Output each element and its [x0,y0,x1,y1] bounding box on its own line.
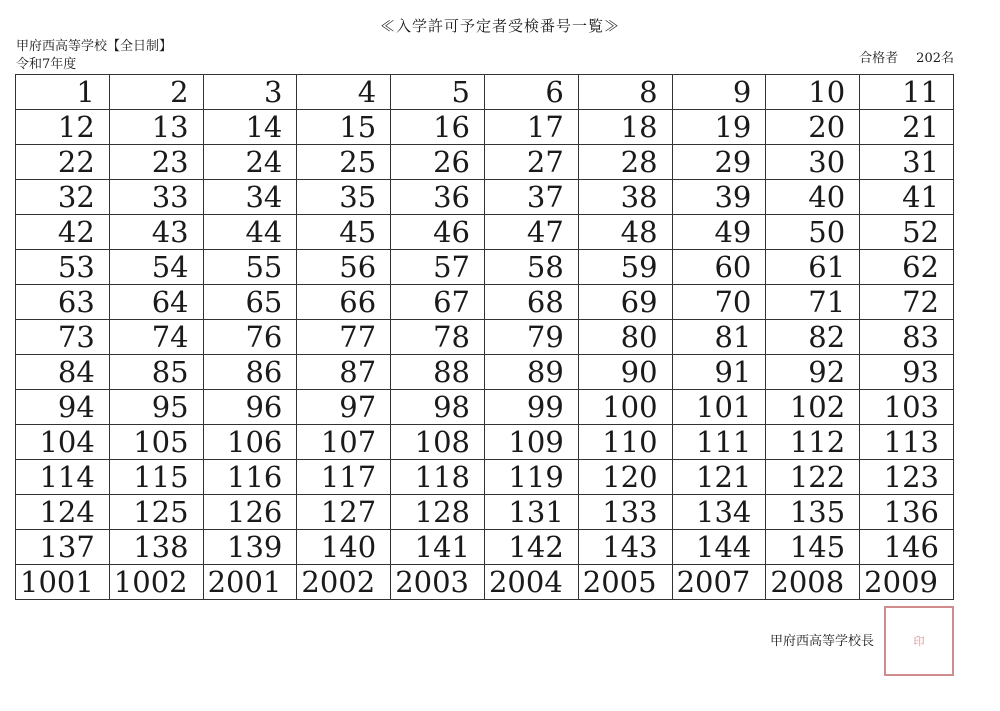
exam-number-cell: 32 [16,180,110,215]
exam-number-cell: 81 [672,320,766,355]
exam-number-cell: 33 [109,180,203,215]
exam-number-cell: 108 [391,425,485,460]
exam-number-cell: 42 [16,215,110,250]
exam-number-cell: 124 [16,495,110,530]
exam-number-table-body [16,75,954,600]
exam-number-cell: 140 [297,530,391,565]
exam-number-cell: 1 [16,75,110,110]
exam-number-cell: 65 [203,285,297,320]
exam-number-cell: 43 [109,215,203,250]
table-row [16,250,954,285]
exam-number-cell: 144 [672,530,766,565]
exam-number-cell: 104 [16,425,110,460]
exam-number-cell: 5 [391,75,485,110]
exam-number-cell: 116 [203,460,297,495]
exam-number-cell: 141 [391,530,485,565]
exam-number-table [15,74,954,600]
exam-number-cell: 41 [860,180,954,215]
exam-number-cell: 58 [484,250,578,285]
exam-number-cell: 77 [297,320,391,355]
exam-number-cell: 56 [297,250,391,285]
exam-number-cell: 10 [766,75,860,110]
exam-number-cell: 53 [16,250,110,285]
exam-number-cell: 2008 [766,565,860,600]
table-row [16,460,954,495]
principal-title: 甲府西高等学校長 [770,634,875,649]
exam-number-cell: 69 [578,285,672,320]
exam-number-cell: 100 [578,390,672,425]
exam-number-cell: 85 [109,355,203,390]
exam-number-cell: 105 [109,425,203,460]
exam-number-cell: 87 [297,355,391,390]
exam-number-cell: 139 [203,530,297,565]
exam-number-cell: 112 [766,425,860,460]
table-row [16,145,954,180]
passers-label: 合格者 [859,51,899,66]
exam-number-cell: 110 [578,425,672,460]
exam-number-cell: 115 [109,460,203,495]
exam-number-cell: 2003 [391,565,485,600]
exam-number-cell: 131 [484,495,578,530]
exam-number-cell: 49 [672,215,766,250]
exam-number-cell: 48 [578,215,672,250]
exam-number-cell: 67 [391,285,485,320]
exam-number-cell: 71 [766,285,860,320]
exam-number-cell: 119 [484,460,578,495]
exam-number-cell: 79 [484,320,578,355]
exam-number-cell: 19 [672,110,766,145]
exam-number-cell: 96 [203,390,297,425]
exam-number-cell: 99 [484,390,578,425]
exam-number-cell: 57 [391,250,485,285]
exam-number-cell: 54 [109,250,203,285]
table-row [16,495,954,530]
exam-number-cell: 92 [766,355,860,390]
exam-number-cell: 6 [484,75,578,110]
exam-number-cell: 45 [297,215,391,250]
exam-number-cell: 63 [16,285,110,320]
exam-number-cell: 136 [860,495,954,530]
exam-number-cell: 83 [860,320,954,355]
exam-number-cell: 22 [16,145,110,180]
exam-number-cell: 123 [860,460,954,495]
table-row [16,180,954,215]
exam-number-cell: 21 [860,110,954,145]
exam-number-cell: 34 [203,180,297,215]
exam-number-cell: 30 [766,145,860,180]
table-row [16,565,954,600]
exam-number-cell: 15 [297,110,391,145]
exam-number-cell: 61 [766,250,860,285]
exam-number-cell: 38 [578,180,672,215]
table-row [16,110,954,145]
exam-number-cell: 145 [766,530,860,565]
exam-number-cell: 13 [109,110,203,145]
exam-number-cell: 73 [16,320,110,355]
exam-number-cell: 18 [578,110,672,145]
table-row [16,285,954,320]
exam-number-cell: 68 [484,285,578,320]
exam-number-cell: 40 [766,180,860,215]
document-title: ≪入学許可予定者受検番号一覧≫ [379,17,620,35]
exam-number-cell: 120 [578,460,672,495]
exam-number-cell: 31 [860,145,954,180]
exam-number-cell: 3 [203,75,297,110]
exam-number-cell: 2007 [672,565,766,600]
exam-number-cell: 78 [391,320,485,355]
table-row [16,390,954,425]
exam-number-cell: 94 [16,390,110,425]
exam-number-cell: 29 [672,145,766,180]
table-row [16,215,954,250]
exam-number-cell: 4 [297,75,391,110]
exam-number-cell: 118 [391,460,485,495]
exam-number-cell: 134 [672,495,766,530]
exam-number-cell: 103 [860,390,954,425]
exam-number-cell: 23 [109,145,203,180]
exam-number-cell: 121 [672,460,766,495]
exam-number-cell: 37 [484,180,578,215]
exam-number-cell: 26 [391,145,485,180]
exam-number-cell: 82 [766,320,860,355]
exam-number-cell: 138 [109,530,203,565]
exam-number-cell: 46 [391,215,485,250]
exam-number-cell: 2 [109,75,203,110]
exam-number-cell: 59 [578,250,672,285]
exam-number-cell: 91 [672,355,766,390]
principal-seal: 印 [884,606,954,676]
exam-number-cell: 109 [484,425,578,460]
exam-number-cell: 11 [860,75,954,110]
exam-number-cell: 2001 [203,565,297,600]
table-row [16,75,954,110]
exam-number-cell: 102 [766,390,860,425]
exam-number-cell: 62 [860,250,954,285]
exam-number-cell: 90 [578,355,672,390]
exam-number-cell: 97 [297,390,391,425]
exam-number-cell: 1002 [109,565,203,600]
exam-number-cell: 16 [391,110,485,145]
exam-number-cell: 25 [297,145,391,180]
academic-year: 令和7年度 [16,57,77,72]
exam-number-cell: 72 [860,285,954,320]
exam-number-cell: 88 [391,355,485,390]
exam-number-cell: 128 [391,495,485,530]
exam-number-cell: 106 [203,425,297,460]
school-name: 甲府西高等学校【全日制】 [16,39,173,54]
exam-number-cell: 142 [484,530,578,565]
exam-number-cell: 20 [766,110,860,145]
exam-number-cell: 125 [109,495,203,530]
exam-number-cell: 122 [766,460,860,495]
exam-number-cell: 146 [860,530,954,565]
exam-number-cell: 98 [391,390,485,425]
exam-number-cell: 143 [578,530,672,565]
exam-number-cell: 64 [109,285,203,320]
exam-number-cell: 113 [860,425,954,460]
exam-number-cell: 9 [672,75,766,110]
exam-number-cell: 50 [766,215,860,250]
passers-summary [859,47,954,66]
school-info [16,38,172,74]
exam-number-cell: 86 [203,355,297,390]
exam-number-cell: 127 [297,495,391,530]
exam-number-cell: 126 [203,495,297,530]
exam-number-cell: 44 [203,215,297,250]
exam-number-cell: 2009 [860,565,954,600]
exam-number-cell: 52 [860,215,954,250]
exam-number-cell: 111 [672,425,766,460]
exam-number-cell: 14 [203,110,297,145]
exam-number-cell: 47 [484,215,578,250]
exam-number-cell: 80 [578,320,672,355]
exam-number-cell: 74 [109,320,203,355]
exam-number-cell: 8 [578,75,672,110]
exam-number-cell: 114 [16,460,110,495]
exam-number-cell: 2002 [297,565,391,600]
passers-count: 202名 [916,51,954,66]
exam-number-cell: 66 [297,285,391,320]
exam-number-cell: 135 [766,495,860,530]
exam-number-cell: 107 [297,425,391,460]
exam-number-cell: 17 [484,110,578,145]
exam-number-cell: 1001 [16,565,110,600]
exam-number-cell: 117 [297,460,391,495]
exam-number-cell: 89 [484,355,578,390]
exam-number-cell: 12 [16,110,110,145]
exam-number-cell: 60 [672,250,766,285]
exam-number-cell: 27 [484,145,578,180]
exam-number-cell: 39 [672,180,766,215]
exam-number-cell: 76 [203,320,297,355]
exam-number-cell: 101 [672,390,766,425]
exam-number-cell: 84 [16,355,110,390]
exam-number-cell: 95 [109,390,203,425]
exam-number-cell: 93 [860,355,954,390]
exam-number-cell: 133 [578,495,672,530]
table-row [16,320,954,355]
table-row [16,355,954,390]
exam-number-cell: 2004 [484,565,578,600]
table-row [16,425,954,460]
exam-number-cell: 2005 [578,565,672,600]
exam-number-cell: 36 [391,180,485,215]
exam-number-cell: 28 [578,145,672,180]
table-row [16,530,954,565]
exam-number-cell: 24 [203,145,297,180]
exam-number-cell: 35 [297,180,391,215]
exam-number-cell: 137 [16,530,110,565]
exam-number-cell: 70 [672,285,766,320]
exam-number-cell: 55 [203,250,297,285]
